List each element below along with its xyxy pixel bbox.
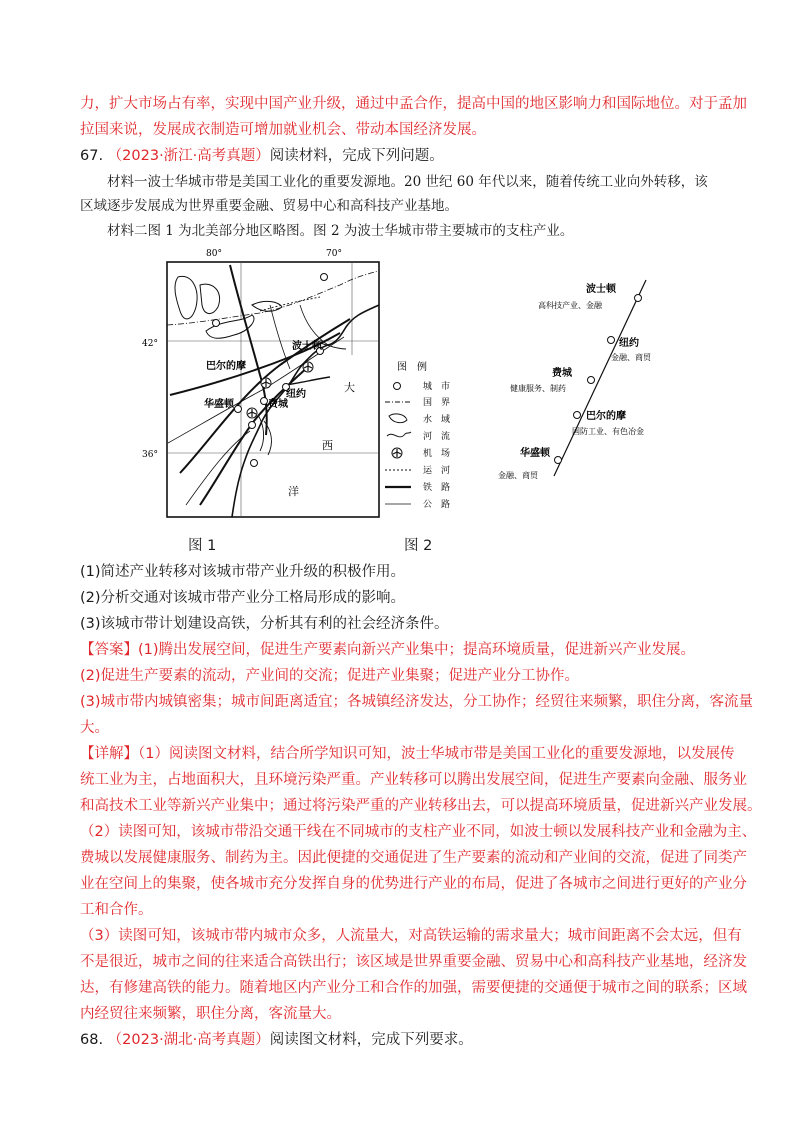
city-label-washington: 华盛顿 <box>204 399 234 410</box>
detail-line-5: 费城以发展健康服务、制药为主。因此便捷的交通促进了生产要素的流动和产业间的交流，促进了同类产 <box>80 850 747 866</box>
legend-label: 公 路 <box>423 500 451 510</box>
airport-icon <box>261 378 271 388</box>
city-marker <box>261 398 268 405</box>
answer-line-2: (2)促进生产要素的流动，产业间的交流；促进产业集聚；促进产业分工协作。 <box>80 668 580 684</box>
prev-answer-line-2: 拉国来说，发展成衣制造可增加就业机会、带动本国经济发展。 <box>80 122 486 138</box>
question-source: （2023·浙江·高考真题） <box>107 148 270 164</box>
city-marker <box>635 295 642 302</box>
fig2-city-industry: 金融、商贸 <box>611 353 651 362</box>
ocean-label: 西 <box>322 439 333 452</box>
material-1-line-2: 区域逐步发展成为世界重要金融、贸易中心和高科技产业基地。 <box>80 198 458 214</box>
city-marker <box>555 457 562 464</box>
sub-question-2: (2)分析交通对该城市带产业分工格局形成的影响。 <box>80 590 406 606</box>
legend-label: 城 市 <box>423 382 451 392</box>
legend-title: 图 例 <box>397 362 427 373</box>
detail-line-1: 【详解】（1）阅读图文材料，结合所学知识可知，波士华城市带是美国工业化的重要发源地，以发展传 <box>80 746 735 762</box>
legend-label: 国 界 <box>423 398 451 408</box>
lon-80-label: 80° <box>206 249 222 259</box>
ocean-label: 大 <box>344 381 355 394</box>
legend-label: 机 场 <box>423 449 451 459</box>
question-67-header <box>80 146 720 166</box>
airport-icon <box>303 362 313 372</box>
fig2-city-industry: 国防工业、有色冶金 <box>572 427 644 436</box>
detail-line-7: 工和合作。 <box>80 902 153 918</box>
legend-label: 铁 路 <box>423 483 451 493</box>
figure-1-legend <box>385 360 470 520</box>
question-prompt: 阅读材料，完成下列问题。 <box>269 148 444 164</box>
material-2: 材料二图 1 为北美部分地区略图。图 2 为波士华城市带主要城市的支柱产业。 <box>107 223 574 239</box>
figure-1-caption: 图 1 <box>188 538 217 554</box>
city-marker <box>235 406 242 413</box>
detail-line-8: （3）读图可知，该城市带内城市众多，人流量大，对高铁运输的需求量大；城市间距离不会太远，但有 <box>80 928 742 944</box>
detail-line-6: 业在空间上的集聚，使各城市充分发挥自身的优势进行产业的布局，促进了各城市之间进行更好的产业分 <box>80 876 747 892</box>
figure-2-caption: 图 2 <box>404 538 433 554</box>
question-prompt: 阅读图文材料，完成下列要求。 <box>269 1032 473 1048</box>
sub-question-3: (3)该城市带计划建设高铁，分析其有利的社会经济条件。 <box>80 616 449 632</box>
detail-line-2: 统工业为主，占地面积大，且环境污染严重。产业转移可以腾出发展空间，促进生产要素向金融、服务业 <box>80 772 747 788</box>
city-label-newyork: 纽约 <box>286 389 306 400</box>
question-source: （2023·湖北·高考真题） <box>107 1032 270 1048</box>
fig2-city-industry: 高科技产业、金融 <box>538 301 602 310</box>
detail-line-11: 内经贸往来频繁，职住分离，客流量大。 <box>80 1006 341 1022</box>
city-label-philadelphia: 费城 <box>268 399 288 410</box>
city-marker <box>574 412 581 419</box>
fig2-city-name: 巴尔的摩 <box>586 411 626 422</box>
city-marker <box>588 377 595 384</box>
prev-answer-line-1: 力，扩大市场占有率，实现中国产业升级，通过中孟合作，提高中国的地区影响力和国际地位。对于孟加 <box>80 96 747 112</box>
question-number: 68. <box>80 1032 104 1048</box>
figure-2-corridor <box>470 270 680 490</box>
question-68-header <box>80 1030 720 1050</box>
airport-icon <box>247 408 257 418</box>
city-marker <box>213 320 220 327</box>
detail-line-10: 达，有修建高铁的能力。随着地区内产业分工和合作的加强，需要便捷的交通便于城市之间的联系；区域 <box>80 980 747 996</box>
material-1-line-1: 材料一波士华城市带是美国工业化的重要发源地。20 世纪 60 年代以来，随着传统工业向外转移，该 <box>107 174 708 190</box>
lon-70-label: 70° <box>326 249 342 259</box>
ocean-label: 洋 <box>288 485 299 498</box>
sub-question-1: (1)简述产业转移对该城市带产业升级的积极作用。 <box>80 564 406 580</box>
lat-42-label: 42° <box>142 339 158 349</box>
city-marker <box>321 274 328 281</box>
legend-label: 水 域 <box>423 415 451 425</box>
fig2-city-name: 纽约 <box>619 338 639 349</box>
question-number: 67. <box>80 148 104 164</box>
legend-label: 河 流 <box>423 432 451 442</box>
city-marker <box>249 422 256 429</box>
answer-line-3: (3)城市带内城镇密集；城市间距离适宜；各城镇经济发达，分工协作；经贸往来频繁，职住分离，客流量 <box>80 694 754 710</box>
airport-icon <box>392 448 402 458</box>
city-label-boston: 波士顿 <box>292 341 322 352</box>
city-marker <box>251 460 258 467</box>
fig2-city-name: 华盛顿 <box>520 448 550 459</box>
fig2-city-industry: 金融、商贸 <box>498 471 538 480</box>
legend-label: 运 河 <box>423 466 451 476</box>
lat-36-label: 36° <box>142 450 158 460</box>
detail-line-4: （2）读图可知，该城市带沿交通干线在不同城市的支柱产业不同，如波士顿以发展科技产业和金融为主、 <box>80 824 757 840</box>
figure-1-map <box>140 245 390 525</box>
answer-line-1: 【答案】(1)腾出发展空间，促进生产要素向新兴产业集中；提高环境质量，促进新兴产业发展。 <box>80 642 696 658</box>
answer-line-4: 大。 <box>80 720 109 736</box>
fig2-city-industry: 健康服务、制药 <box>510 384 566 393</box>
detail-line-3: 和高技术工业等新兴产业集中；通过将污染严重的产业转移出去，可以提高环境质量，促进新兴产业发展。 <box>80 798 762 814</box>
city-marker <box>608 337 615 344</box>
city-label-baltimore: 巴尔的摩 <box>206 361 246 372</box>
detail-line-9: 不是很近，城市之间的往来适合高铁出行；该区域是世界重要金融、贸易中心和高科技产业基地，经济发 <box>80 954 747 970</box>
fig2-city-name: 波士顿 <box>586 284 616 295</box>
fig2-city-name: 费城 <box>552 368 572 379</box>
